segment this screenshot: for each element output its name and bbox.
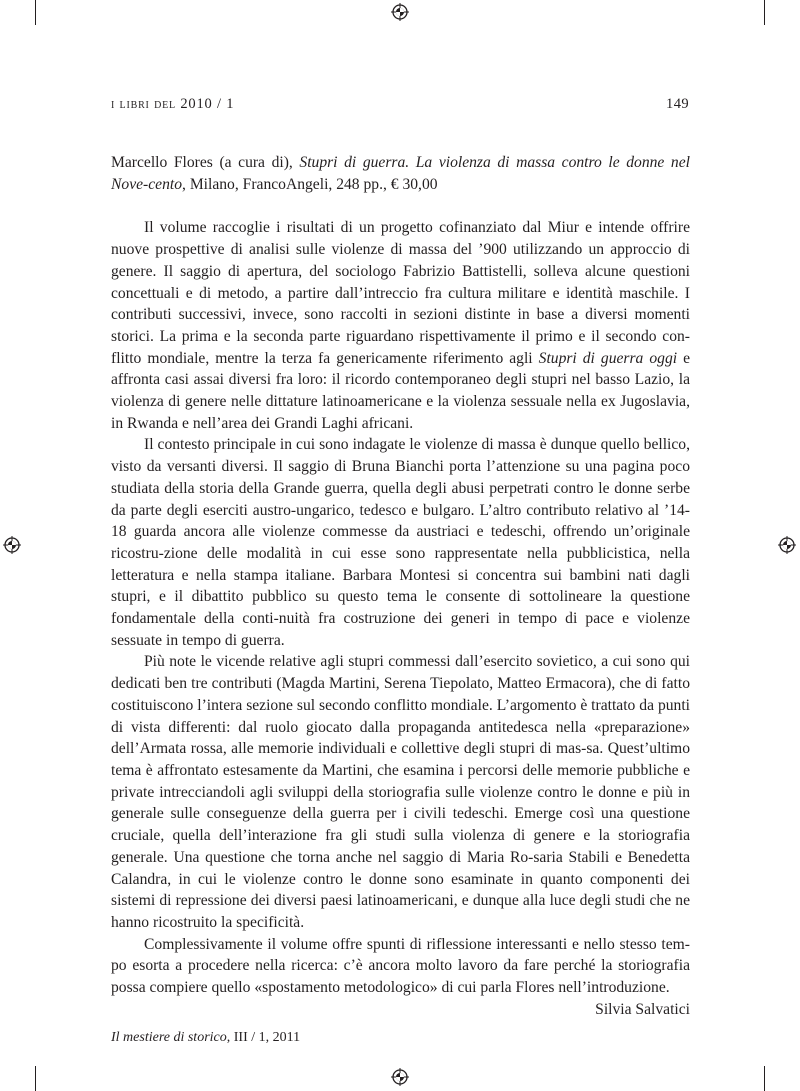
paragraph-2: Il contesto principale in cui sono indagate le violenze di massa è dunque quello bellico, visto da versanti diversi. Il saggio di Bruna Bianchi porta l’attenzione su una pagina poco studiata della storia della Grande guerra, quella degli abusi perpetrati contro le donne serbe da parte degli eserciti austro-ungarico, tedesco e bulgaro. L’altro contributo relativo al ’14-18 guarda ancora alle violenze commesse da austriaci e tedeschi, offrendo un’originale ricostru-zione delle modalità in cui esse sono rappresentate nella pubblicistica, nella letteratura e nella stampa italiane. Barbara Montesi si concentra sui bambini nati dagli stupri, e il dibattito pubblico su questo tema le consente di sottolineare la questione fondamentale della conti-nuità fra costruzione dei generi in tempo di pace e violenze sessuate in tempo di guerra. (111, 436, 690, 649)
citation-details: , Milano, FrancoAngeli, 248 pp., € 30,00 (182, 175, 438, 193)
journal-name: Il mestiere di storico (111, 1030, 227, 1045)
registration-mark-icon (778, 536, 796, 554)
paragraph-1-text-a: Il volume raccoglie i risultati di un progetto cofinanziato dal Miur e intende offrire nuove prospettive di analisi sulle violenze di massa del ’900 utilizzando un approccio di genere. Il saggio di apertura, del sociologo Fabrizio Battistelli, solleva alcune questioni concettuali e di metodo, a partire dall’intreccio fra cultura militare e identità maschile. I contributi successivi, invece, sono raccolti in sezioni distinte in base a diversi momenti storici. La prima e la seconda parte riguardano rispettivamente il primo e il secondo con-flitto mondiale, mentre la terza fa genericamente riferimento agli (111, 219, 690, 367)
paragraph-3: Più note le vicende relative agli stupri commessi dall’esercito sovietico, a cui sono qui dedicati ben tre contributi (Magda Martini, Serena Tiepolato, Matteo Ermacora), che di fatto costituiscono l’intera sezione sul secondo conflitto mondiale. L’argomento è trattato da punti di vista differenti: dal ruolo giocato dalla propaganda antitedesca nella «preparazione» dell’Armata rossa, alle memorie individuali e collettive degli stupri di mas-sa. Quest’ultimo tema è affrontato estesamente da Martini, che esamina i percorsi delle memorie pubbliche e private intrecciandoli agli sviluppi della storiografia sulle violenze contro le donne e più in generale sulle conseguenze della guerra per i civili tedeschi. Emerge così una questione cruciale, quella dell’interazione fra gli studi sulla violenza di genere e la storiografia generale. Una questione che torna anche nel saggio di Maria Ro-saria Stabili e Benedetta Calandra, in cui le violenze contro le donne sono esaminate in quanto componenti dei sistemi di repressione dei diversi paesi latinoamericani, e dunque alla luce degli studi che ne hanno ricostruito la specificità. (111, 653, 690, 931)
page-number: 149 (666, 96, 689, 112)
crop-mark-bottom-right (764, 1066, 765, 1091)
journal-issue: , III / 1, 2011 (226, 1030, 301, 1045)
crop-mark-top-right (764, 0, 765, 25)
registration-mark-icon (391, 3, 409, 21)
registration-mark-icon (3, 536, 21, 554)
review-article (111, 152, 690, 1020)
citation-authors: Marcello Flores (a cura di), (111, 154, 300, 171)
paragraph-1-text-b: e affronta casi assai diversi fra loro: il ricordo contemporaneo degli stupri nel basso Lazio, la violenza di genere nelle dittature latinoamericane e la violenza sessuale nella ex Jugoslavia, in Rwanda e nell’area dei Grandi Laghi africani. (111, 349, 691, 432)
registration-mark-icon (391, 1068, 409, 1086)
crop-mark-top-left (35, 0, 36, 25)
book-citation (111, 152, 690, 195)
journal-footer (111, 1030, 300, 1046)
review-signature: Silvia Salvatici (595, 1000, 690, 1018)
paragraph-1-emphasis: Stupri di guerra oggi (538, 349, 678, 367)
running-head (111, 96, 689, 113)
running-head-title: i libri del 2010 / 1 (111, 96, 235, 112)
citation-title: Stupri di guerra. La violenza di massa contro le donne nel Nove-cento (111, 154, 690, 193)
paragraph-1 (111, 217, 690, 434)
paragraph-4: Complessivamente il volume offre spunti di riflessione interessanti e nello stesso tem-po esorta a procedere nella ricerca: c’è ancora molto lavoro da fare perché la storiografia possa compiere quello «spostamento metodologico» di cui parla Flores nell’introduzione. (111, 935, 690, 997)
crop-mark-bottom-left (35, 1066, 36, 1091)
